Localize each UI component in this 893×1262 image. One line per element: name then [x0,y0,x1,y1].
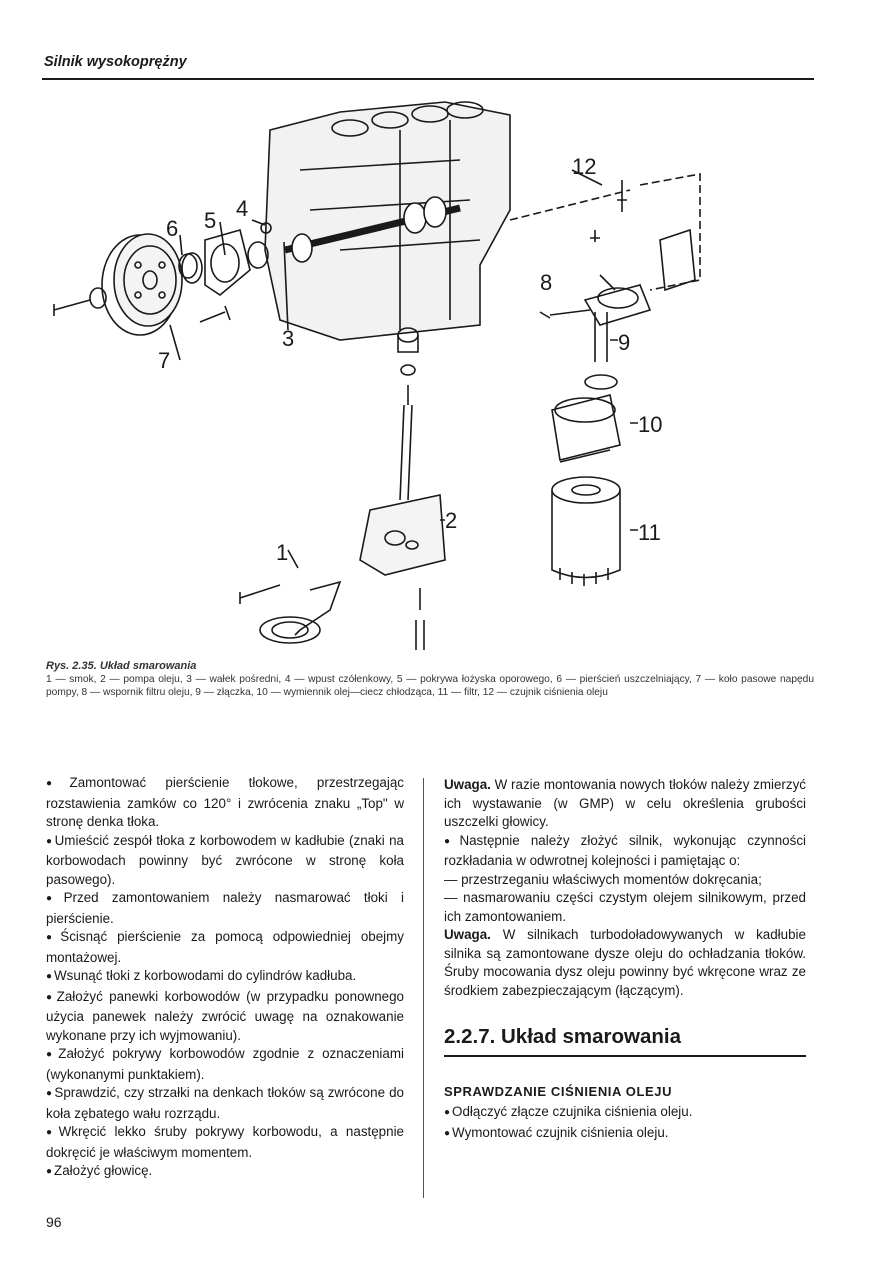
note-paragraph [444,926,806,1000]
caption-title: Rys. 2.35. Układ smarowania [46,660,197,672]
dash-item: — nasmarowaniu części czystym olejem silnikowym, przed ich zamontowaniem. [444,890,806,924]
pickup-pipe [295,582,340,635]
step-paragraph: ● Wymontować czujnik ciśnienia oleju. [444,1124,806,1145]
header-rule [42,78,814,80]
step-paragraph: ● Zamontować pierścienie tłokowe, przestrzegając rozstawienia zamków co 120° i zwrócenia znaku „Top" w stronę denka tłoka. [46,774,404,832]
step-paragraph: ● Przed zamontowaniem należy nasmarować tłoki i pierścienie. [46,889,404,928]
step-paragraph: ● Ścisnąć pierścienie za pomocą odpowiedniej obejmy montażowej. [46,928,404,967]
callout-8: 8 [540,270,553,295]
step-paragraph: ● Wsunąć tłoki z korbowodami do cylindrów kadłuba. [46,967,404,988]
callout-5: 5 [204,208,217,233]
callout-7: 7 [158,348,171,373]
callout-4: 4 [236,196,249,221]
exploded-view-drawing [40,90,820,660]
step-paragraph: ● Założyć panewki korbowodów (w przypadku ponownego użycia panewek należy zwrócić uwagę na oznakowanie wykonane przy ich wyjmowaniu). [46,988,404,1046]
step-paragraph: ● Wkręcić lekko śruby pokrywy korbowodu, a następnie dokręcić je właściwym momentem. [46,1123,404,1162]
step-paragraph: ● Odłączyć złącze czujnika ciśnienia oleju. [444,1103,806,1124]
note-lead: Uwaga. [444,777,491,792]
callout-3: 3 [282,326,295,351]
pickup-strainer [260,617,320,643]
note-text: W silnikach turbodoładowywanych w kadłubie silnika są zamontowane dysze oleju do ochładzania tłoków. Śruby mocowania dysz oleju powinny być wkręcone wraz ze środkiem zabezpieczającym (łączącym). [444,927,806,998]
engine-block [265,102,510,340]
step-paragraph: ● Sprawdzić, czy strzałki na denkach tłoków są zwrócone do koła zębatego wału rozrządu. [46,1084,404,1123]
step-paragraph: ● Umieścić zespół tłoka z korbowodem w kadłubie (znaki na korbowodach powinny być zwrócone w stronę koła pasowego). [46,832,404,890]
step-paragraph: ● Następnie należy złożyć silnik, wykonując czynności rozkładania w odwrotnej kolejności i pamiętając o: [444,832,806,871]
caption-text: 1 — smok, 2 — pompa oleju, 3 — wałek pośredni, 4 — wpust czółenkowy, 5 — pokrywa łożyska oporowego, 6 — pierścień uszczelniający, 7 — koło pasowe napędu pompy, 8 — wspornik filtru oleju, 9 — złączka, 10 — wymiennik olej—ciecz chłodząca, 11 — filtr, 12 — czujnik ciśnienia oleju [46,674,814,698]
page-number: 96 [46,1214,62,1230]
running-head-title: Silnik wysokoprężny [44,54,187,70]
note-text: W razie montowania nowych tłoków należy zmierzyć ich wystawanie (w GMP) w celu określenia grubości uszczelki głowicy. [444,777,806,829]
callout-1: 1 [276,540,289,565]
left-column [46,774,404,1183]
lubrication-system-figure [40,90,820,660]
figure-caption [46,660,814,699]
dash-item: — przestrzeganiu właściwych momentów dokręcania; [444,871,762,887]
drive-pulley [102,234,182,335]
pump-shaft [400,405,412,500]
subsection-heading: SPRAWDZANIE CIŚNIENIA OLEJU [444,1083,673,1099]
oil-pump-body [360,495,445,575]
callout-11: 11 [638,520,661,545]
callout-9: 9 [618,330,631,355]
callout-6: 6 [166,216,179,241]
step-paragraph: ● Założyć głowicę. [46,1162,404,1183]
step-paragraph: ● Założyć pokrywy korbowodów zgodnie z oznaczeniami (wykonanymi punktakiem). [46,1045,404,1084]
section-heading: 2.2.7. Układ smarowania [444,1028,806,1057]
right-column [444,776,806,1144]
callout-10: 10 [638,412,663,437]
callout-2: 2 [445,508,458,533]
pulley-bolt [54,300,90,316]
note-lead: Uwaga. [444,927,491,942]
callout-12: 12 [572,154,597,179]
seal-ring [182,253,202,283]
column-divider [423,778,424,1198]
note-paragraph [444,776,806,832]
